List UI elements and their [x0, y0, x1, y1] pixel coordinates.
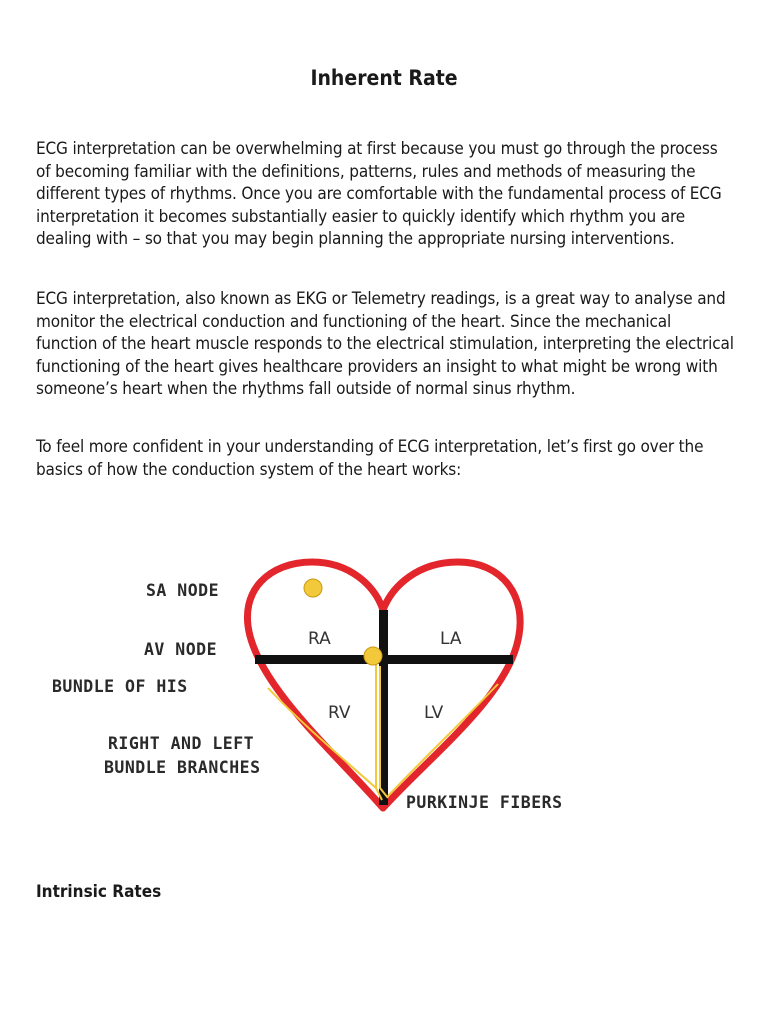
label-sa-node: SA NODE	[146, 581, 220, 600]
label-bundle-branches-line2: BUNDLE BRANCHES	[104, 758, 261, 777]
section-heading: Intrinsic Rates	[36, 882, 162, 902]
label-bundle-of-his: BUNDLE OF HIS	[52, 677, 188, 696]
label-bundle-branches-line1: RIGHT AND LEFT	[108, 734, 255, 753]
conduction-intro-paragraph: To feel more confident in your understanding of ECG interpretation, let’s first go over the basics of how the conduction system of the heart works:	[36, 437, 704, 480]
chamber-label-lv: LV	[424, 703, 444, 723]
chamber-label-ra: RA	[308, 629, 331, 649]
label-av-node: AV NODE	[144, 640, 218, 659]
chamber-label-la: LA	[440, 629, 462, 649]
ecg-definition-paragraph: ECG interpretation, also known as EKG or Telemetry readings, is a great way to analyse and monitor the electrical conduction and functioning of the heart. Since the mechanical function of the heart muscle responds to the electrical stimulation, interpreting the electrical functioning of the heart gives healthcare providers an insight to what might be wrong with someone’s heart when the rhythms fall outside of normal sinus rhythm.	[36, 289, 734, 399]
label-purkinje-fibers: PURKINJE FIBERS	[406, 793, 563, 812]
left-purkinje-line	[388, 684, 498, 796]
sa-node-dot	[304, 579, 322, 597]
heart-conduction-diagram	[40, 548, 640, 828]
page-title: Inherent Rate	[310, 66, 458, 90]
intro-paragraph: ECG interpretation can be overwhelming at first because you must go through the process of becoming familiar with the definitions, patterns, rules and methods of measuring the different types of rhythms. Once you are comfortable with the fundamental process of ECG interpretation it becomes substantially easier to quickly identify which rhythm you are dealing with – so that you may begin planning the appropriate nursing interventions.	[36, 139, 722, 249]
av-node-dot	[364, 647, 382, 665]
chamber-label-rv: RV	[328, 703, 351, 723]
